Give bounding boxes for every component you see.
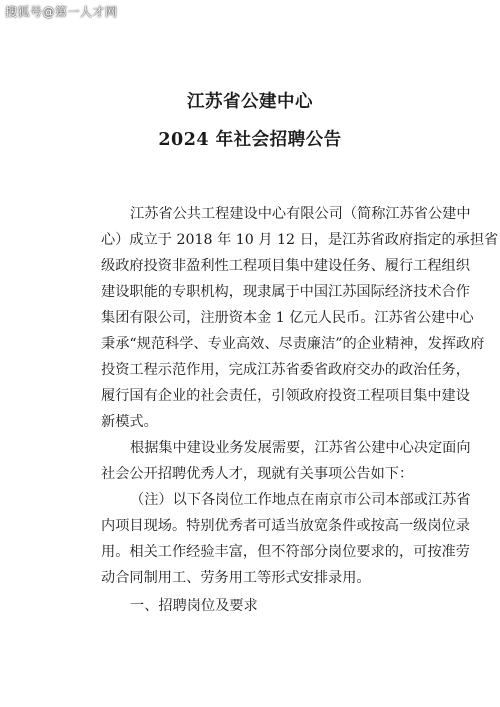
paragraph-2-line: 社会公开招聘优秀人才，现就有关事项公告如下： — [101, 466, 414, 482]
document-title: 江苏省公建中心 — [187, 92, 313, 112]
paragraph-1-line: 投资工程示范作用，完成江苏省委省政府交办的政治任务， — [101, 362, 470, 378]
watermark-text: 搜狐号@第一人才网 — [5, 5, 118, 19]
document-subtitle: 2024 年社会招聘公告 — [158, 130, 342, 150]
paragraph-3-line: 动合同制用工、劳务用工等形式安排录用。 — [101, 570, 371, 586]
paragraph-1-line: 履行国有企业的社会责任，引领政府投资工程项目集中建设 — [101, 388, 470, 404]
paragraph-2-line: 根据集中建设业务发展需要，江苏省公建中心决定面向 — [130, 440, 471, 456]
paragraph-1-line: 心）成立于 2018 年 10 月 12 日，是江苏省政府指定的承担省 — [101, 232, 499, 248]
section-heading: 一、招聘岗位及要求 — [130, 598, 258, 614]
paragraph-1-line: 新模式。 — [101, 414, 158, 430]
paragraph-1-line: 级政府投资非盈利性工程项目集中建设任务、履行工程组织 — [101, 258, 470, 274]
paragraph-3-line: 用。相关工作经验丰富，但不符部分岗位要求的，可按准劳 — [101, 544, 470, 560]
paragraph-1-line: 建设职能的专职机构，现隶属于中国江苏国际经济技术合作 — [101, 284, 470, 300]
paragraph-3-line: 内项目现场。特别优秀者可适当放宽条件或按高一级岗位录 — [101, 518, 470, 534]
paragraph-1-line: 集团有限公司，注册资本金 1 亿元人民币。江苏省公建中心 — [101, 310, 474, 326]
paragraph-1-line: 秉承“规范科学、专业高效、尽责廉洁”的企业精神，发挥政府 — [101, 336, 485, 352]
paragraph-3-line: （注）以下各岗位工作地点在南京市公司本部或江苏省 — [130, 492, 471, 508]
paragraph-1-line: 江苏省公共工程建设中心有限公司（简称江苏省公建中 — [130, 206, 471, 222]
